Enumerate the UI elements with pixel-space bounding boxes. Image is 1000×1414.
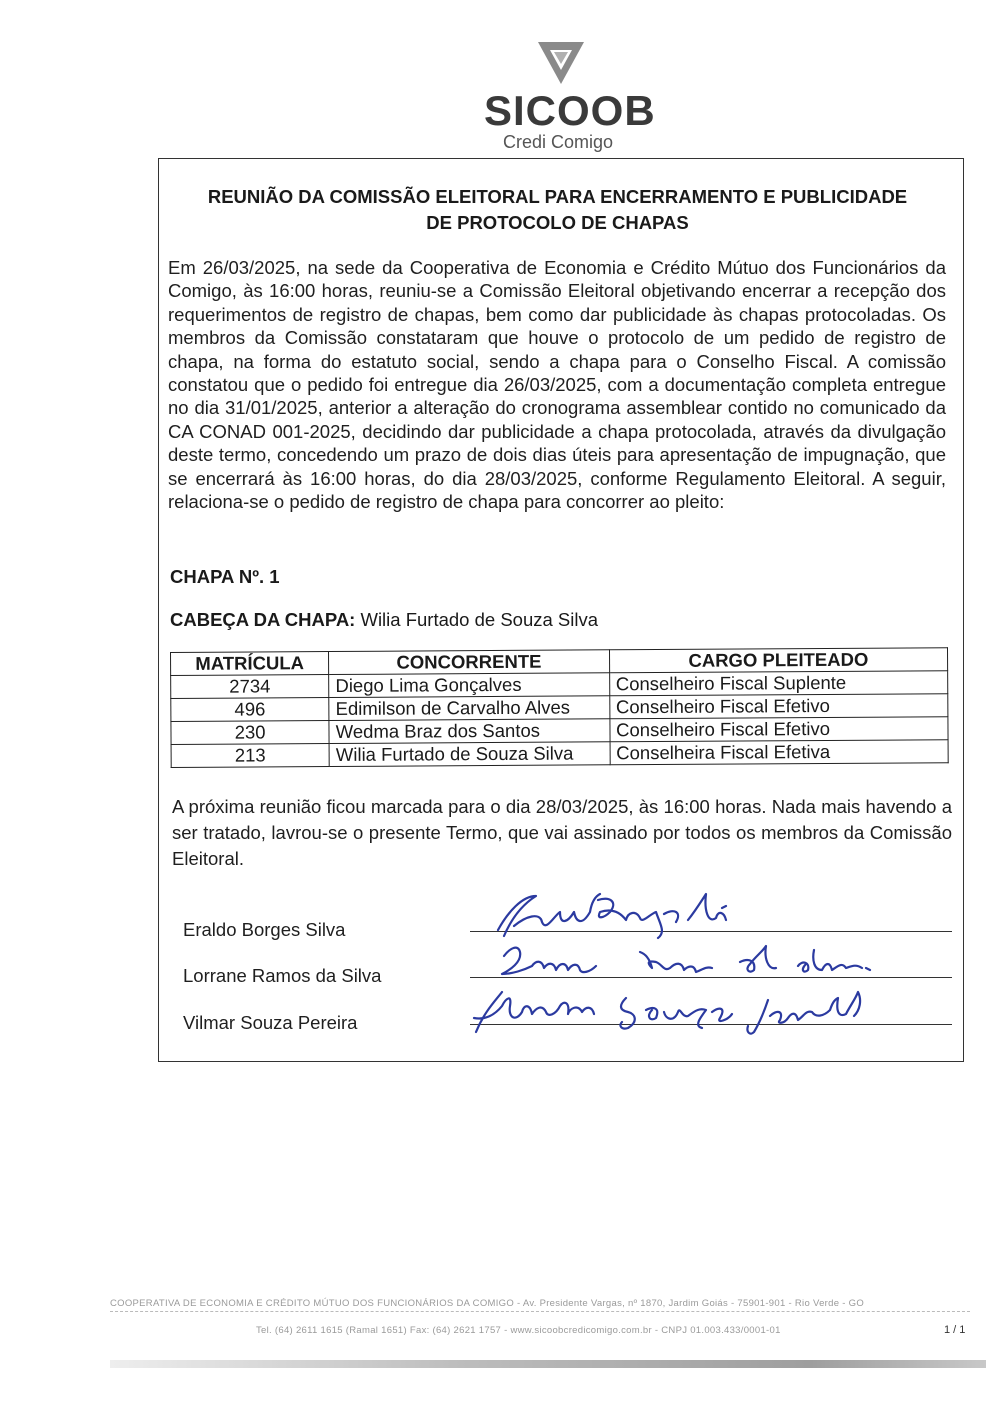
- document-title: [0, 184, 1000, 236]
- cell-matricula: 496: [171, 698, 329, 722]
- signature-1: [498, 894, 726, 938]
- signature-2: [502, 946, 870, 974]
- candidates-table: [170, 647, 949, 768]
- title-line-1: REUNIÃO DA COMISSÃO ELEITORAL PARA ENCERRAMENTO E PUBLICIDADE: [207, 186, 908, 207]
- cabeca-label: CABEÇA DA CHAPA:: [170, 609, 356, 630]
- footer-address: COOPERATIVA DE ECONOMIA E CRÉDITO MÚTUO DOS FUNCIONÁRIOS DA COMIGO - Av. Presidente Vargas, nº 1870, Jardim Goiás - 75901-901 - Rio Verde - GO: [110, 1298, 970, 1312]
- scan-edge-bar: [110, 1360, 986, 1368]
- cell-cargo: Conselheiro Fiscal Efetivo: [610, 717, 949, 742]
- sicoob-logo: [470, 40, 656, 152]
- cell-matricula: 230: [171, 721, 329, 745]
- body-paragraph: Em 26/03/2025, na sede da Cooperativa de Economia e Crédito Mútuo dos Funcionários da Comigo, às 16:00 horas, reuniu-se a Comissão Eleitoral objetivando encerrar a recepção dos requerimentos de registro de chapas, bem como dar publicidade às chapas protocoladas. Os membros da Comissão constataram que houve o protocolo de um pedido de registro de chapa, na forma do estatuto social, sendo a chapa para o Conselho Fiscal. A comissão constatou que o pedido foi entregue dia 26/03/2025, com a documentação completa entregue no dia 31/01/2025, anterior a alteração do cronograma assemblear contido no comunicado da CA CONAD 001-2025, decidindo dar publicidade a chapa protocolada, através da divulgação deste termo, concedendo um prazo de dois dias úteis para apresentação de impugnação, que se encerrará às 16:00 horas, do dia 28/03/2025, conforme Regulamento Eleitoral. A seguir, relaciona-se o pedido de registro de chapa para concorrer ao pleito:: [168, 257, 946, 513]
- cell-cargo: Conselheiro Fiscal Suplente: [609, 671, 948, 696]
- header-cargo: CARGO PLEITEADO: [609, 648, 948, 673]
- signer-name-3: Vilmar Souza Pereira: [183, 1012, 358, 1033]
- cell-concorrente: Diego Lima Gonçalves: [329, 673, 610, 698]
- chapa-label: CHAPA Nº. 1: [170, 566, 280, 587]
- cell-matricula: 2734: [171, 675, 329, 699]
- cell-concorrente: Edimilson de Carvalho Alves: [329, 696, 610, 721]
- table-row: [171, 740, 948, 768]
- cell-matricula: 213: [171, 744, 329, 768]
- signature-3: [474, 992, 860, 1034]
- brand-name: SICOOB: [484, 87, 656, 134]
- cell-cargo: Conselheira Fiscal Efetiva: [610, 740, 949, 765]
- cabeca-name: Wilia Furtado de Souza Silva: [360, 609, 599, 630]
- header-concorrente: CONCORRENTE: [329, 650, 610, 675]
- brand-subtitle: Credi Comigo: [503, 132, 614, 152]
- title-line-2: DE PROTOCOLO DE CHAPAS: [426, 212, 689, 233]
- header-matricula: MATRÍCULA: [171, 652, 329, 676]
- cell-cargo: Conselheiro Fiscal Efetivo: [609, 694, 948, 719]
- cell-concorrente: Wedma Braz dos Santos: [329, 719, 610, 744]
- page-number: 1 / 1: [944, 1324, 966, 1336]
- signer-name-1: Eraldo Borges Silva: [183, 919, 346, 940]
- cell-concorrente: Wilia Furtado de Souza Silva: [329, 742, 610, 767]
- handwritten-signatures: [450, 882, 910, 1052]
- cabeca-da-chapa: [170, 609, 598, 631]
- closing-paragraph: A próxima reunião ficou marcada para o dia 28/03/2025, às 16:00 horas. Nada mais havendo a ser tratado, lavrou-se o presente Termo, que vai assinado por todos os membros da Comissão Eleitoral.: [172, 796, 952, 869]
- footer-contact: Tel. (64) 2611 1615 (Ramal 1651) Fax: (64) 2621 1757 - www.sicoobcredicomigo.com.br - CNPJ 01.003.433/0001-01: [256, 1325, 781, 1336]
- signer-name-2: Lorrane Ramos da Silva: [183, 965, 382, 986]
- sicoob-triangle-icon: [536, 40, 586, 86]
